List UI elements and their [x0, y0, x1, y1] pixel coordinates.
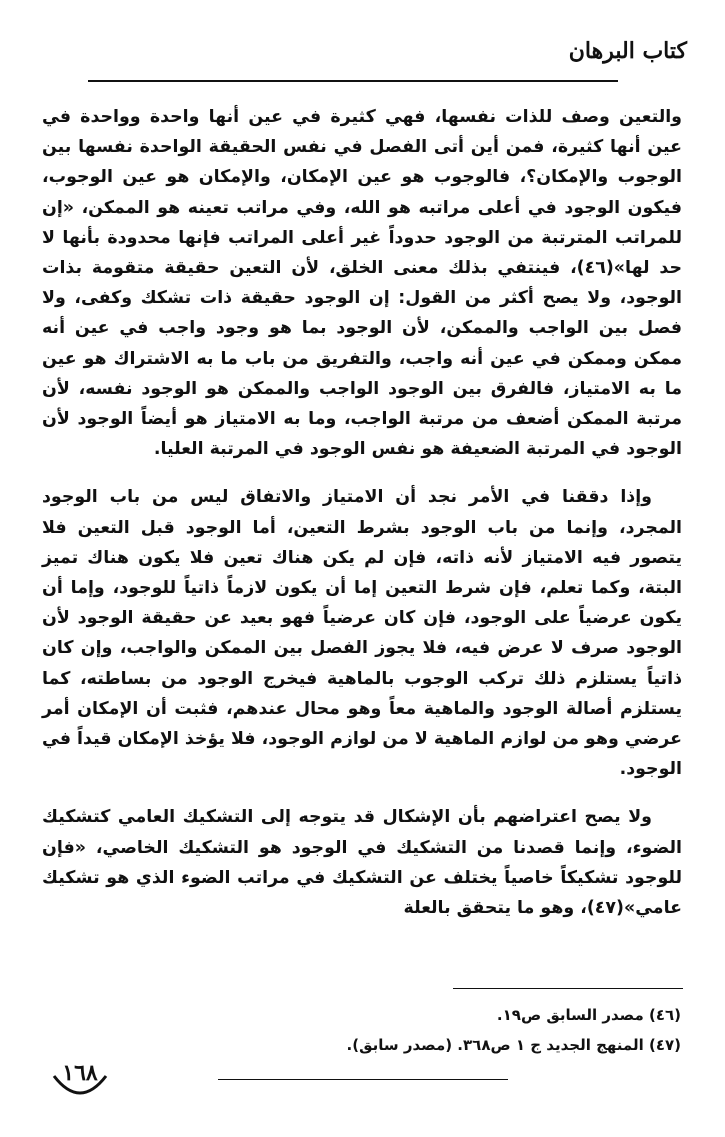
footnote-divider: [453, 988, 683, 989]
paragraph-3-text: ولا يصح اعتراضهم بأن الإشكال قد يتوجه إلى التشكيك العامي كتشكيك الضوء، وإنما قصدنا من التشكيك في الوجود هو التشكيك الخاصي، «فإن للوجود تشكيكاً خاصياً يختلف عن التشكيك في مراتب الضوء الذي هو تشكيك عامي»(٤٧)، وهو ما يتحقق بالعلة: [42, 807, 682, 919]
footnote-46: (٤٦) مصدر السابق ص١٩.: [496, 1006, 681, 1024]
body-text: [42, 102, 682, 923]
footnotes: [81, 1000, 681, 1060]
paragraph-1: والتعين وصف للذات نفسها، فهي كثيرة في عين أنها واحدة وواحدة في عين أنها كثيرة، فمن أين أتى الفصل في نفس الحقيقة الواحدة نفسها بين الوجوب والإمكان؟، فالوجوب هو عين الإمكان، والإمكان هو عين الوجوب، فيكون الوجود في أعلى مراتبه هو الله، وفي مراتب تعينه هو الممكن، «إن للمراتب المترتبة من الوجود حدوداً غير أعلى المراتب فإنها محدودة بأنها لا حد لها»(٤٦)، فينتفي بذلك معنى الخلق، لأن التعين حقيقة متقومة بذات الوجود، ولا يصح أكثر من القول: إن الوجود حقيقة ذات تشكك وكفى، ولا فصل بين الواجب والممكن، لأن الوجود بما هو وجود واجب في عين أنه ممكن وممكن في عين أنه واجب، والتفريق من باب ما به الاشتراك هو عين ما به الامتياز، فالفرق بين الوجود الواجب والممكن هو الوجود نفسه، لأن مرتبة الممكن أضعف من مرتبة الواجب، وما به الامتياز هو أيضاً الوجود لأن الوجود في المرتبة الضعيفة هو نفس الوجود في المرتبة العليا.: [42, 107, 682, 460]
paragraph-2-text: وإذا دققنا في الأمر نجد أن الامتياز والاتفاق ليس من باب الوجود المجرد، وإنما من باب الوجود بشرط التعين، أما الوجود قبل التعين فلا يتصور فيه الامتياز لأنه ذاته، فإن لم يكن هناك تعين فلا يكون هناك تميز البتة، وكما تعلم، فإن شرط التعين إما أن يكون لازماً ذاتياً للوجود، وإما أن يكون عرضياً على الوجود، فإن كان عرضياً فهو بعيد عن حقيقة الوجود لأن الوجود صرف لا عرض فيه، فلا يجوز الفصل بين الممكن والواجب، وإن كان ذاتياً يستلزم ذلك تركب الوجوب بالماهية فيخرج الوجود من بساطته، كما يستلزم أصالة الوجود والماهية معاً وهو محال عندهم، فثبت أن الإمكان أمر عرضي وهو من لوازم الماهية لا من لوازم الوجود، فلا يؤخذ الإمكان قيداً في الوجود.: [42, 487, 682, 780]
header-divider: [88, 80, 618, 82]
paragraph-2: [42, 482, 682, 784]
footer-divider: [218, 1079, 508, 1080]
footnote-47: (٤٧) المنهج الجديد ج ١ ص٣٦٨. (مصدر سابق).: [346, 1036, 681, 1054]
paragraph-3: [42, 802, 682, 923]
page-number: ١٦٨: [62, 1060, 98, 1086]
book-logo: كتاب البرهان: [568, 38, 687, 64]
